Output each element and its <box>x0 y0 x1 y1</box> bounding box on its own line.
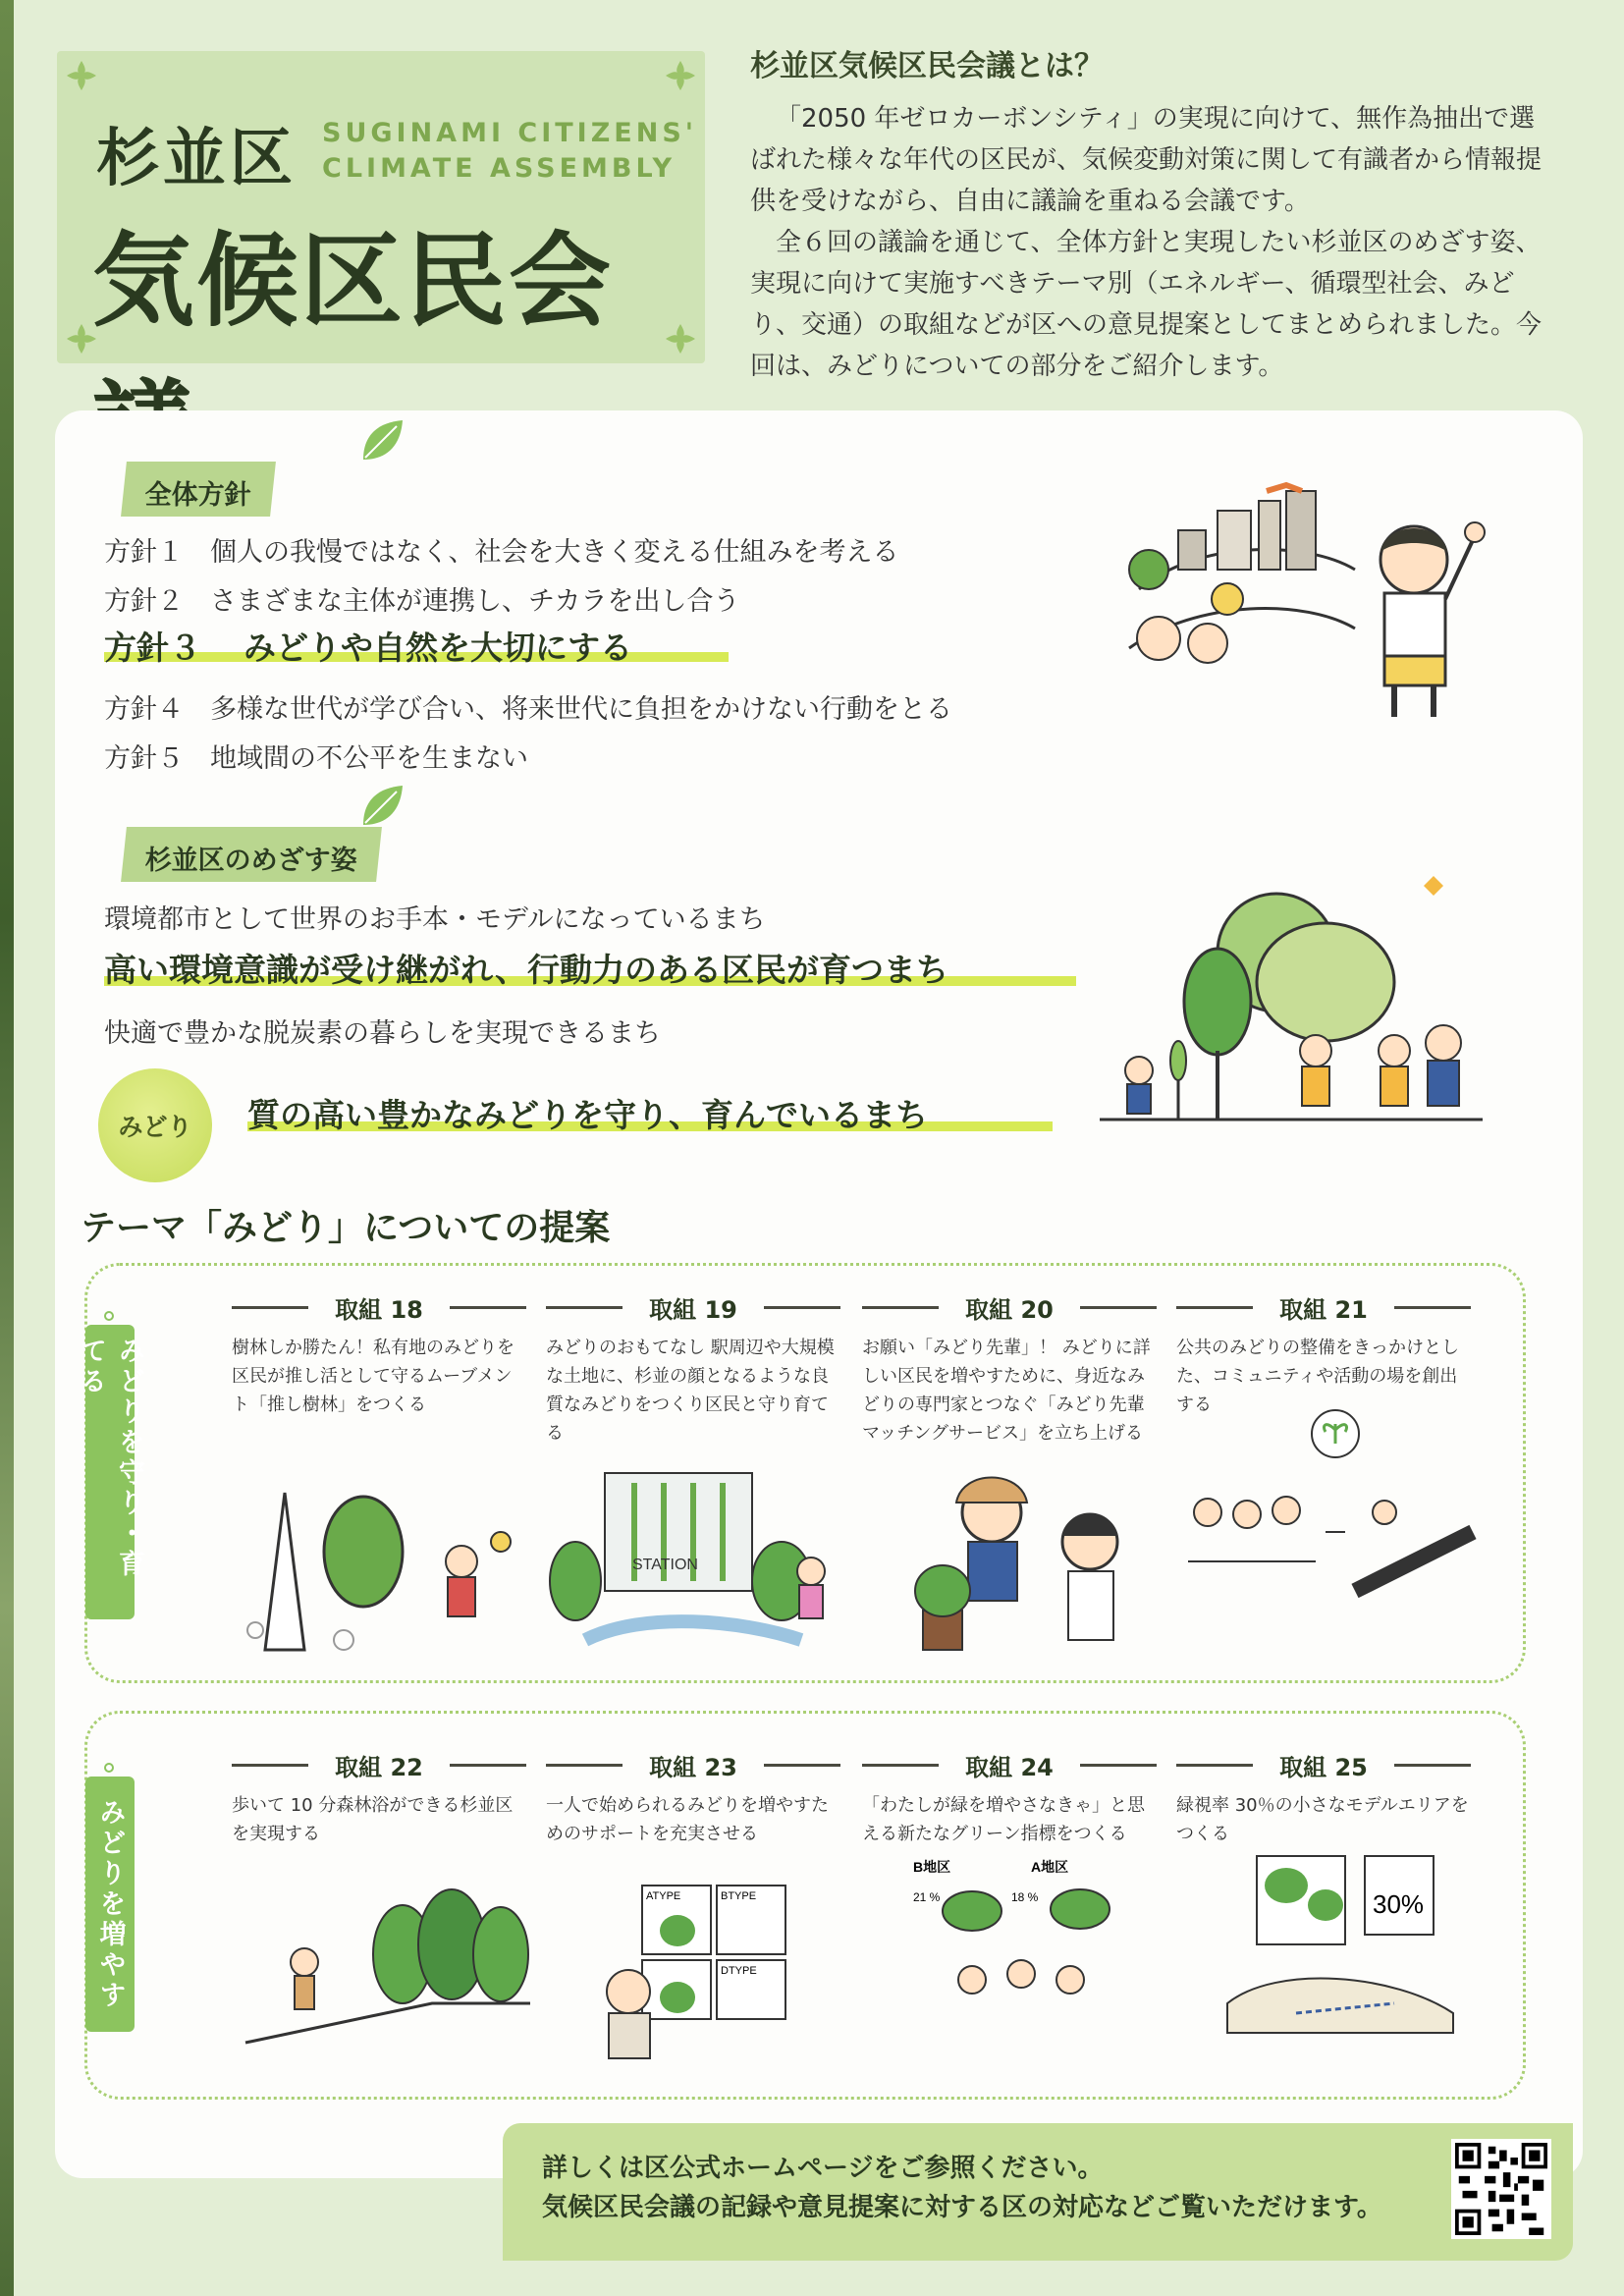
title-card <box>57 51 705 363</box>
title-english <box>322 116 697 187</box>
proposal-23 <box>546 1748 840 1848</box>
proposal-19 <box>546 1290 840 1448</box>
group-label-increase-text: みどりを増やす <box>94 1797 126 2011</box>
proposal-heading: 取組 24 <box>862 1748 1157 1781</box>
proposal-body: 樹林しか勝たん！私有地のみどりを区民が推し活として守るムーブメント「推し樹林」をつくる <box>232 1338 514 1415</box>
tag-hole <box>104 1311 114 1321</box>
group-label-protect-text: みどりを守り・育てる <box>76 1337 144 1580</box>
midori-vision-text: 質の高い豊かなみどりを守り、育んでいるまち <box>247 1096 928 1134</box>
support-types-illustration <box>589 1876 815 2062</box>
proposal-heading: 取組 21 <box>1176 1290 1471 1324</box>
policies-tag <box>121 462 276 517</box>
policy-num: 方針４ <box>104 694 184 725</box>
vision-tag <box>121 827 382 882</box>
station-greenery-illustration <box>546 1463 840 1660</box>
policy-2 <box>104 579 739 618</box>
proposal-heading: 取組 22 <box>232 1748 526 1781</box>
a-district-label: A地区 <box>1031 1859 1069 1875</box>
intro-paragraph-2: 全６回の議論を通じて、全体方針と実現したい杉並区のめざす姿、実現に向けて実施すべきテーマ別（エネルギー、循環型社会、みどり、交通）の取組などが区への意見提案としてまとめられました。今回は、みどりについての部分をご紹介します。 <box>750 228 1543 381</box>
proposal-body: 一人で始められるみどりを増やすためのサポートを充実させる <box>546 1795 829 1844</box>
proposal-20 <box>862 1290 1157 1448</box>
intro-paragraph-1: 「2050 年ゼロカーボンシティ」の実現に向けて、無作為抽出で選ばれた様々な年代の区民が、気候変動対策に関して有識者から情報提供を受けながら、自由に議論を重ねる会議です。 <box>750 104 1543 216</box>
vision-line-1: 環境都市として世界のお手本・モデルになっているまち <box>104 904 766 935</box>
proposal-22 <box>232 1748 526 1848</box>
b-district-label: B地区 <box>913 1859 951 1875</box>
intro-heading: 杉並区気候区民会議とは？ <box>750 49 1104 83</box>
footer-note <box>503 2123 1573 2261</box>
title-english-line2: CLIMATE ASSEMBLY <box>322 153 677 184</box>
title-english-line1: SUGINAMI CITIZENS' <box>322 118 698 148</box>
people-city-illustration <box>1110 471 1492 737</box>
a-district-percent: 18 % <box>1011 1890 1039 1904</box>
proposal-heading: 取組 23 <box>546 1748 840 1781</box>
title-ward: 杉並区 <box>96 123 297 195</box>
policy-text: 地域間の不公平を生まない <box>210 743 528 774</box>
b-type-label: BTYPE <box>721 1890 757 1902</box>
leaf-corner-icon <box>65 59 98 92</box>
group-label-increase <box>85 1777 135 2032</box>
proposal-body: 「わたしが緑を増やさなきゃ」と思える新たなグリーン指標をつくる <box>862 1795 1145 1844</box>
green-ratio-value: 30% <box>1373 1889 1425 1919</box>
green-index-illustration <box>903 1852 1139 2049</box>
proposal-heading: 取組 18 <box>232 1290 526 1324</box>
vision-line-3: 快適で豊かな脱炭素の暮らしを実現できるまち <box>104 1018 661 1049</box>
policy-1 <box>104 530 898 569</box>
title-main: 気候区民会 <box>92 221 614 341</box>
policies-tag-label: 全体方針 <box>144 480 251 511</box>
theme-title: テーマ「みどり」についての提案 <box>81 1208 611 1248</box>
leaf-corner-icon <box>664 59 697 92</box>
proposal-body: 緑視率 30％の小さなモデルエリアをつくる <box>1176 1795 1469 1844</box>
proposal-body: 公共のみどりの整備をきっかけとした、コミュニティや活動の場を創出する <box>1176 1338 1459 1415</box>
policy-3 <box>104 623 632 669</box>
proposal-24 <box>862 1748 1157 1848</box>
vision-tag-label: 杉並区のめざす姿 <box>144 846 357 876</box>
qr-code-icon[interactable] <box>1451 2139 1551 2239</box>
proposal-heading: 取組 20 <box>862 1290 1157 1324</box>
policy-text: みどりや自然を大切にする <box>244 629 632 667</box>
b-district-percent: 21 % <box>913 1890 941 1904</box>
footer-line-2: 気候区民会議の記録や意見提案に対する区の対応などご覧いただけます。 <box>542 2193 1382 2222</box>
vision-line-2: 高い環境意識が受け継がれ、行動力のある区民が育つまち <box>104 951 948 989</box>
proposal-25 <box>1176 1748 1471 1848</box>
trees-people-illustration <box>1100 874 1492 1139</box>
model-area-illustration <box>1218 1846 1473 2043</box>
policy-num: 方針２ <box>104 586 184 617</box>
forest-fans-illustration <box>236 1483 530 1660</box>
tag-hole <box>104 1763 114 1773</box>
forest-walk-illustration <box>236 1886 530 2062</box>
policy-text: さまざまな主体が連携し、チカラを出し合う <box>210 586 740 617</box>
mentor-matching-illustration <box>884 1453 1139 1660</box>
group-label-protect <box>76 1325 144 1619</box>
d-type-label: DTYPE <box>721 1965 757 1977</box>
community-park-illustration <box>1178 1404 1492 1601</box>
page-edge <box>0 0 14 2296</box>
proposal-body: 歩いて 10 分森林浴ができる杉並区を実現する <box>232 1795 514 1844</box>
policy-num: 方針５ <box>104 743 184 774</box>
proposal-heading: 取組 19 <box>546 1290 840 1324</box>
footer-line-1: 詳しくは区公式ホームページをご参照ください。 <box>542 2154 1104 2183</box>
a-type-label: ATYPE <box>646 1890 681 1902</box>
proposal-18 <box>232 1290 526 1419</box>
proposal-21 <box>1176 1290 1471 1419</box>
station-sign: STATION <box>632 1557 698 1573</box>
leaf-icon <box>357 782 406 831</box>
policy-4 <box>104 687 952 726</box>
policy-text: 多様な世代が学び合い、将来世代に負担をかけない行動をとる <box>210 694 952 725</box>
proposal-heading: 取組 25 <box>1176 1748 1471 1781</box>
policy-5 <box>104 737 528 775</box>
policy-text: 個人の我慢ではなく、社会を大きく変える仕組みを考える <box>210 537 899 568</box>
midori-badge: みどり <box>98 1068 212 1182</box>
intro <box>750 41 1555 387</box>
leaf-icon <box>357 416 406 465</box>
proposal-body: みどりのおもてなし 駅周辺や大規模な土地に、杉並の顔となるような良質なみどりをつくり区民と守り育てる <box>546 1338 835 1444</box>
policy-num: 方針１ <box>104 537 184 568</box>
proposal-body: お願い「みどり先輩」！ みどりに詳しい区民を増やすために、身近なみどりの専門家とつなぐ「みどり先輩マッチングサービス」を立ち上げる <box>862 1338 1151 1444</box>
policy-num: 方針３ <box>104 629 201 667</box>
